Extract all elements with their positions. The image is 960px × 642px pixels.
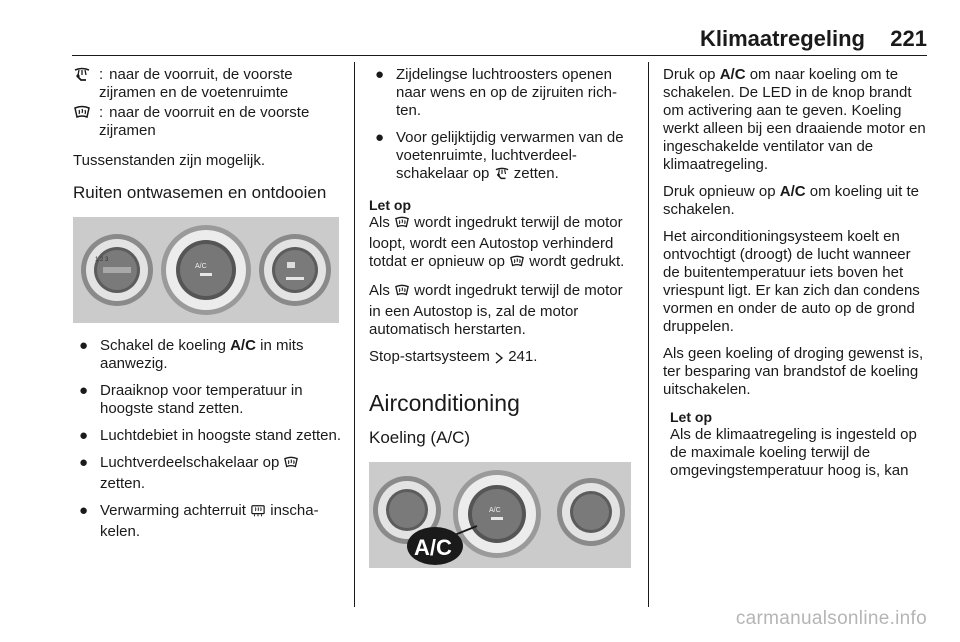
ac-callout-label: A/C	[414, 535, 452, 560]
note-paragraph: Als de klimaatregeling is ingesteld op de maximale koeling terwijl de omgevingstemperatuur hoog is, kan	[670, 426, 917, 479]
windscreen-defrost-icon	[394, 284, 410, 303]
note-box	[369, 196, 634, 339]
note-box	[670, 408, 928, 480]
paragraph: Tussenstanden zijn mogelijk.	[73, 152, 266, 169]
column-divider-1	[354, 62, 355, 607]
list-item: ● Zijdelingse luchtroosters openen naar wens en op de zijruiten rich-ten.	[375, 66, 617, 119]
paragraph: Als geen koeling of droging gewenst is, ter besparing van brandstof de koeling uitschakelen.	[663, 345, 924, 398]
figure-ac-label: A/C	[489, 507, 501, 514]
watermark[interactable]: carmanualsonline.info	[735, 608, 927, 629]
definition-text: : naar de voorruit en de voorste zijramen	[99, 104, 343, 140]
windscreen-defrost-icon	[73, 104, 99, 140]
rear-window-heater-icon	[250, 504, 266, 523]
note-paragraph: Als wordt ingedrukt terwijl de motor in een Autostop is, zal de motor automatisch herstarten.	[369, 282, 623, 338]
section-heading: Koeling (A/C)	[369, 428, 471, 447]
column-divider-2	[648, 62, 649, 607]
list-item: ● Schakel de koeling A/C in mits aanwezig.	[79, 337, 304, 372]
column-2	[369, 66, 634, 568]
list-item: ● Voor gelijktijdig verwarmen van de voetenruimte, luchtverdeel-schakelaar op zetten.	[369, 129, 634, 186]
paragraph: Druk op A/C om naar koeling om te schakelen. De LED in de knop brandt om activering aan te geven. Koeling werkt alleen bij een draaiende motor en ingeschakelde ventilator van de klimaatregeling.	[663, 66, 926, 173]
figure-ac-label: A/C	[195, 263, 207, 270]
list-item: ● Verwarming achterruit inscha-kelen.	[79, 502, 319, 540]
section-title: Airconditioning	[369, 390, 520, 416]
windscreen-footwell-icon	[494, 167, 510, 186]
windscreen-footwell-icon	[73, 66, 99, 102]
list-item: ● Draaiknop voor temperatuur in hoogste stand zetten.	[79, 382, 303, 417]
page-reference-arrow-icon	[494, 351, 504, 369]
definition-row	[73, 104, 343, 140]
list-item: ● Luchtdebiet in hoogste stand zetten.	[79, 427, 342, 444]
chapter-title: Klimaatregeling	[699, 26, 865, 51]
svg-text:1 2 3: 1 2 3	[95, 257, 109, 263]
paragraph: Het airconditioningsysteem koelt en ontvochtigt (droogt) de lucht wanneer de buitentemperatuur iets boven het vriespunt ligt. Er kan zich dan condens vormen en onder de auto op de grond druppelen.	[663, 228, 920, 335]
section-heading: Ruiten ontwasemen en ontdooien	[73, 183, 327, 202]
climate-control-figure	[73, 217, 339, 323]
page-number: 221	[890, 26, 927, 51]
column-3	[663, 66, 928, 480]
windscreen-defrost-icon	[509, 255, 525, 274]
cross-reference[interactable]: Stop-startsysteem 241.	[369, 348, 634, 369]
header-rule	[72, 55, 927, 56]
column-1	[73, 66, 343, 541]
windscreen-defrost-icon	[283, 456, 299, 475]
note-title: Let op	[369, 197, 411, 213]
note-paragraph: Als wordt ingedrukt terwijl de motor loopt, wordt een Autostop verhinderd totdat er opnieuw op wordt gedrukt.	[369, 214, 634, 274]
definition-text: : naar de voorruit, de voorste zijramen en de voetenruimte	[99, 66, 343, 102]
windscreen-defrost-icon	[394, 216, 410, 235]
ac-button-figure	[369, 462, 631, 568]
list-item: ● Luchtverdeelschakelaar op zetten.	[73, 454, 343, 493]
note-title: Let op	[670, 409, 712, 425]
paragraph: Druk opnieuw op A/C om koeling uit te schakelen.	[663, 183, 919, 218]
definition-row	[73, 66, 343, 102]
